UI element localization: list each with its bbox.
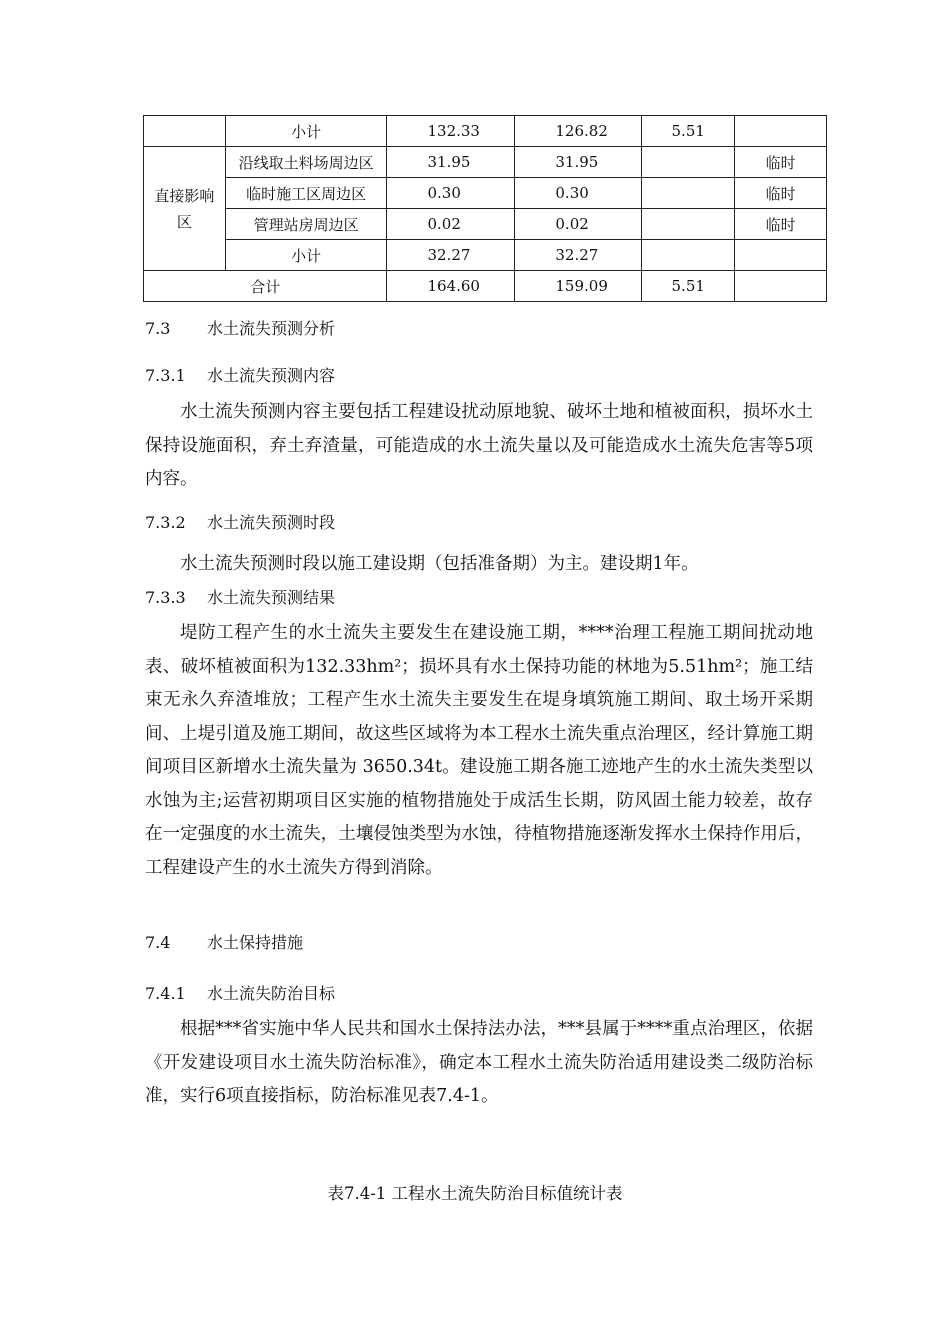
table-cell: 31.95 <box>387 147 515 178</box>
section-title: 水土流失预测结果 <box>207 588 336 607</box>
paragraph-7-3-2: 水土流失预测时段以施工建设期（包括准备期）为主。建设期1年。 <box>180 554 699 574</box>
table-row <box>144 147 827 178</box>
table-cell: 合计 <box>144 271 387 302</box>
section-heading-7-3-2 <box>145 510 335 533</box>
table-cell: 31.95 <box>515 147 642 178</box>
table-cell <box>144 116 226 147</box>
table-cell <box>735 240 827 271</box>
paragraph-7-4-1: 根据***省实施中华人民共和国水土保持法办法，***县属于****重点治理区，依据《开发建设项目水土流失防治标准》，确定本工程水土流失防治适用建设类二级防治标准，实行6项直接指标，防治标准见表7.4-1。 <box>145 1019 813 1106</box>
table-row <box>144 209 827 240</box>
table-cell: 126.82 <box>515 116 642 147</box>
section-title: 水土流失预测时段 <box>207 513 336 532</box>
table-cell: 沿线取土料场周边区 <box>225 147 387 178</box>
section-title: 水土流失防治目标 <box>207 984 336 1003</box>
section-heading-7-3-3 <box>145 585 335 608</box>
section-number: 7.4.1 <box>145 984 186 1003</box>
table-cell: 临时 <box>735 178 827 209</box>
table-cell: 0.02 <box>387 209 515 240</box>
table-total-row <box>144 271 827 302</box>
table-row <box>144 240 827 271</box>
group-cell: 直接影响区 <box>144 147 226 271</box>
table-cell <box>642 178 735 209</box>
table-cell <box>642 240 735 271</box>
section-title: 水土流失预测分析 <box>207 319 336 338</box>
table-cell <box>642 147 735 178</box>
table-cell: 164.60 <box>387 271 515 302</box>
section-number: 7.3.1 <box>145 366 186 385</box>
section-heading-7-3 <box>145 316 335 339</box>
table-caption: 表7.4-1 工程水土流失防治目标值统计表 <box>327 1184 623 1203</box>
table-cell: 小计 <box>225 116 387 147</box>
table-cell <box>735 271 827 302</box>
section-title: 水土保持措施 <box>207 933 304 952</box>
table-cell: 小计 <box>225 240 387 271</box>
section-number: 7.4 <box>145 933 171 952</box>
table-cell: 0.30 <box>515 178 642 209</box>
table-cell: 5.51 <box>642 116 735 147</box>
table-cell <box>642 209 735 240</box>
land-area-table <box>143 115 827 302</box>
section-number: 7.3 <box>145 319 171 338</box>
section-number: 7.3.2 <box>145 513 186 532</box>
section-number: 7.3.3 <box>145 588 186 607</box>
paragraph-7-3-3: 堤防工程产生的水土流失主要发生在建设施工期，****治理工程施工期间扰动地表、破坏植被面积为132.33hm²；损坏具有水土保持功能的林地为5.51hm²；施工结束无永久弃渣堆放；工程产生水土流失主要发生在堤身填筑施工期间、取土场开采期间、上堤引道及施工期间，故这些区域将为本工程水土流失重点治理区，经计算施工期间项目区新增水土流失量为 3650.34t。建设施工期各施工迹地产生的水土流失类型以水蚀为主;运营初期项目区实施的植物措施处于成活生长期，防风固土能力较差，故存在一定强度的水土流失，土壤侵蚀类型为水蚀，待植物措施逐渐发挥水土保持作用后，工程建设产生的水土流失方得到消除。 <box>145 623 813 878</box>
table-row <box>144 178 827 209</box>
table-cell: 5.51 <box>642 271 735 302</box>
section-title: 水土流失预测内容 <box>207 366 336 385</box>
section-heading-7-4-1 <box>145 981 335 1004</box>
table-cell: 管理站房周边区 <box>225 209 387 240</box>
table-cell: 159.09 <box>515 271 642 302</box>
table-cell: 32.27 <box>387 240 515 271</box>
section-heading-7-4 <box>145 930 303 953</box>
table-cell: 32.27 <box>515 240 642 271</box>
table-cell: 0.02 <box>515 209 642 240</box>
table-cell: 132.33 <box>387 116 515 147</box>
paragraph-7-3-1: 水土流失预测内容主要包括工程建设扰动原地貌、破坏土地和植被面积，损坏水土保持设施面积，弃土弃渣量，可能造成的水土流失量以及可能造成水土流失危害等5项内容。 <box>145 402 813 489</box>
table-cell <box>735 116 827 147</box>
table-cell: 临时 <box>735 209 827 240</box>
section-heading-7-3-1 <box>145 363 335 386</box>
table-cell: 临时施工区周边区 <box>225 178 387 209</box>
table-cell: 临时 <box>735 147 827 178</box>
table-cell: 0.30 <box>387 178 515 209</box>
table-row <box>144 116 827 147</box>
